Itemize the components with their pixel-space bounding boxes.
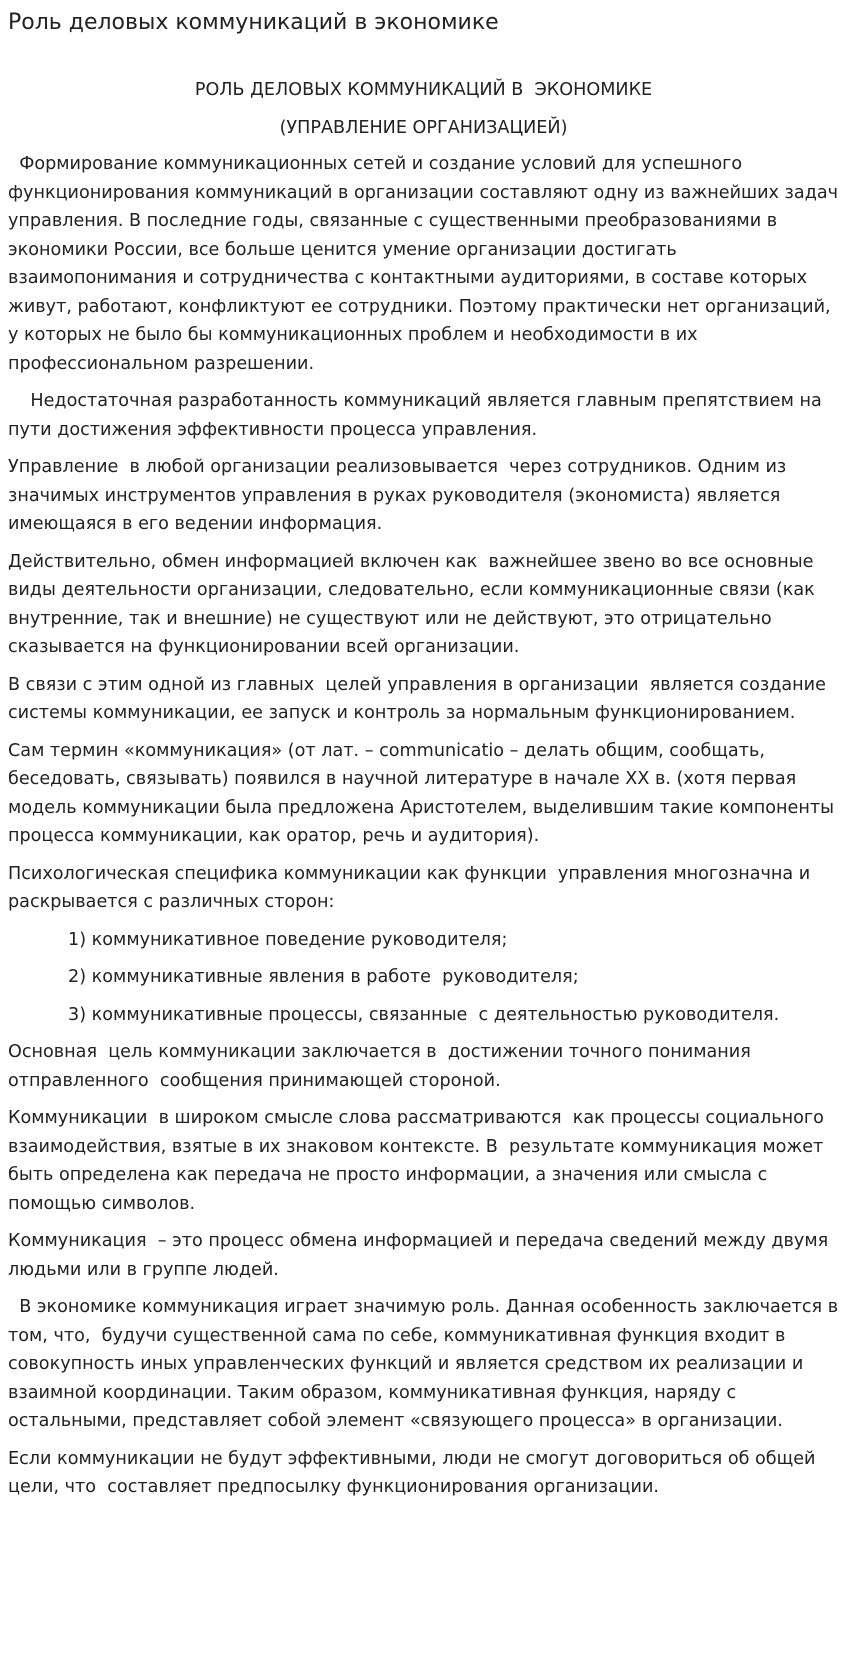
paragraph: Действительно, обмен информацией включен как важнейшее звено во все основные виды деятельности организации, следовательно, если коммуникационные связи (как внутренние, так и внешние) не существуют или не действуют, это отрицательно сказывается на функционировании всей организации. (8, 551, 821, 657)
list-item: 3) коммуникативные процессы, связанные с деятельностью руководителя. (68, 1004, 780, 1025)
list-item: 2) коммуникативные явления в работе руководителя; (68, 967, 579, 987)
paragraph: Коммуникация – это процесс обмена информацией и передача сведений между двумя людьми или в группе людей. (8, 1231, 834, 1280)
document-heading-line-2: (УПРАВЛЕНИЕ ОРГАНИЗАЦИЕЙ) (279, 118, 568, 138)
page-title: Роль деловых коммуникаций в экономике (8, 10, 499, 35)
paragraph: Коммуникации в широком смысле слова рассматриваются как процессы социального взаимодействия, взятые в их знаковом контексте. В результате коммуникация может быть определена как передача не просто информации, а значения или смысла с помощью символов. (8, 1108, 830, 1214)
document-heading-line-1: РОЛЬ ДЕЛОВЫХ КОММУНИКАЦИЙ В ЭКОНОМИКЕ (194, 80, 653, 100)
paragraph: Если коммуникации не будут эффективными, люди не смогут договориться об общей цели, что составляет предпосылку функционирования организации. (8, 1448, 822, 1497)
document-body (8, 150, 844, 1502)
paragraph: Формирование коммуникационных сетей и создание условий для успешного функционирования коммуникаций в организации составляют одну из важнейших задач управления. В последние годы, связанные с существенными преобразованиями в экономики России, все больше ценится умение организации достигать взаимопонимания и сотрудничества с контактными аудиториями, в составе которых живут, работают, конфликтуют ее сотрудники. Поэтому практически нет организаций, у которых не было бы коммуникационных проблем и необходимости в их профессиональном разрешении. (8, 154, 844, 374)
paragraph: В связи с этим одной из главных целей управления в организации является создание системы коммуникации, ее запуск и контроль за нормальным функционированием. (8, 674, 832, 723)
paragraph: Недостаточная разработанность коммуникаций является главным препятствием на пути достижения эффективности процесса управления. (8, 391, 828, 440)
paragraph: Основная цель коммуникации заключается в достижении точного понимания отправленного сообщения принимающей стороной. (8, 1042, 757, 1091)
list-item: 1) коммуникативное поведение руководителя; (68, 929, 508, 950)
paragraph: Сам термин «коммуникация» (от лат. – communicatio – делать общим, сообщать, беседовать, связывать) появился в научной литературе в начале XX в. (хотя первая модель коммуникации была предложена Аристотелем, выделившим такие компоненты процесса коммуникации, как оратор, речь и аудитория). (8, 740, 840, 846)
paragraph: Психологическая специфика коммуникации как функции управления многозначна и раскрывается с различных сторон: (8, 863, 816, 912)
paragraph: В экономике коммуникация играет значимую роль. Данная особенность заключается в том, что, будучи существенной сама по себе, коммуникативная функция входит в совокупность иных управленческих функций и является средством их реализации и взаимной координации. Таким образом, коммуникативная функция, наряду с остальными, представляет собой элемент «связующего процесса» в организации. (8, 1297, 844, 1431)
paragraph: Управление в любой организации реализовывается через сотрудников. Одним из значимых инструментов управления в руках руководителя (экономиста) является имеющаяся в его ведении информация. (8, 457, 792, 534)
